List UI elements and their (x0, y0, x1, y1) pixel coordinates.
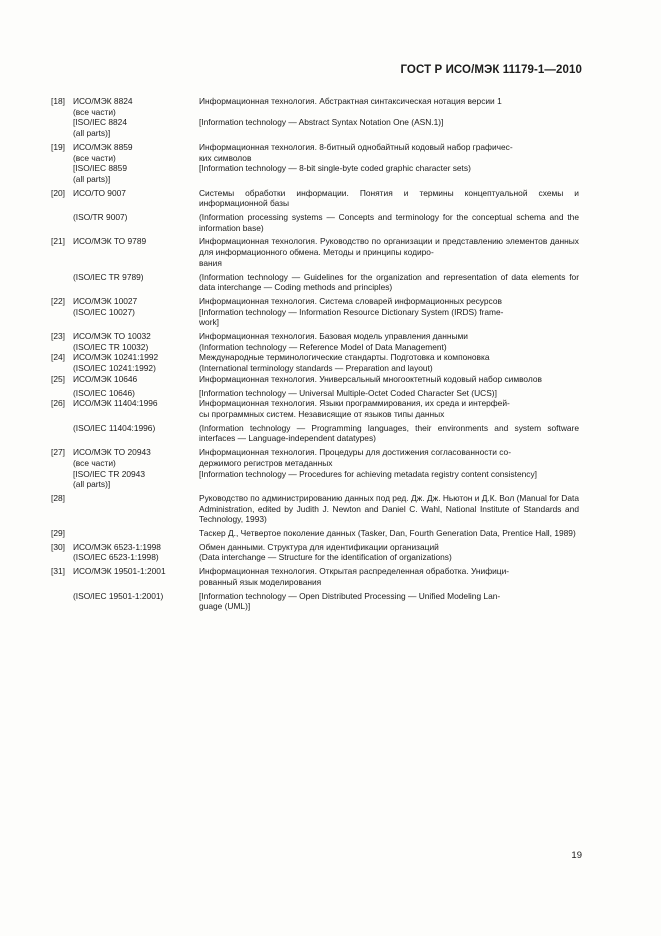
entry-number (51, 469, 73, 490)
bibliography-entry (51, 188, 579, 209)
bibliography-entry (51, 591, 579, 612)
entry-number (51, 591, 73, 612)
standard-code: ИСО/МЭК 10241:1992 (73, 352, 159, 363)
standard-title: Информационная технология. Руководство по организации и представлению элементов данных для информационного обмена. Методы и принципы кодиро- вания (199, 236, 579, 268)
bibliography-entry (51, 388, 579, 399)
entry-number (51, 388, 73, 399)
standard-title: (Information technology — Reference Model of Data Management) (199, 341, 447, 352)
bibliography-entry (51, 163, 579, 184)
standard-code: ИСО/МЭК 10646 (73, 373, 138, 384)
entry-number: [24] (51, 352, 65, 363)
entry-number (51, 307, 73, 328)
standard-title: [Information technology — Abstract Syntax Notation One (ASN.1)] (199, 117, 444, 128)
standard-code: [ISO/IEC 8824 (all parts)] (73, 117, 127, 139)
standard-title: Информационная технология. Базовая модель управления данными (199, 331, 468, 342)
standard-code: ИСО/МЭК ТО 10032 (73, 331, 151, 342)
bibliography-list (51, 96, 579, 612)
bibliography-entry (51, 423, 579, 444)
entry-number: [25] (51, 373, 65, 384)
standard-code: ИСО/МЭК ТО 20943 (все части) (73, 447, 151, 468)
bibliography-entry (51, 374, 579, 385)
entry-number (51, 363, 73, 374)
page-number: 19 (571, 850, 582, 861)
standard-title: (Information technology — Programming languages, their environments and system software interfaces — Language-independent datatypes) (199, 422, 579, 444)
standard-code: (ISO/IEC 10027) (73, 306, 135, 317)
standard-title: (Information processing systems — Concepts and terminology for the conceptual schema and the information base) (199, 212, 579, 233)
bibliography-entry (51, 542, 579, 553)
bibliography-entry (51, 528, 579, 539)
standard-title: Информационная технология. Языки программирования, их среда и интерфей- сы программных систем. Независящие от языков типы данных (199, 398, 510, 419)
standard-code: [ISO/IEC 8859 (all parts)] (73, 163, 127, 184)
bibliography-entry (51, 331, 579, 342)
standard-code: ИСО/МЭК 8859 (все части) (73, 141, 133, 163)
standard-title: Обмен данными. Структура для идентификации организаций (199, 541, 439, 552)
bibliography-entry (51, 142, 579, 163)
standard-code: ИСО/МЭК 19501-1:2001 (73, 566, 166, 577)
bibliography-entry (51, 307, 579, 328)
standard-code (73, 528, 199, 539)
bibliography-entry (51, 96, 579, 117)
entry-number: [22] (51, 295, 65, 306)
standard-code: (ISO/IEC TR 10032) (73, 341, 149, 352)
standard-title: Информационная технология. Открытая распределенная обработка. Унифици- рованный язык моделирования (199, 566, 510, 587)
entry-number (51, 117, 73, 138)
entry-number: [26] (51, 398, 65, 409)
standard-code: ИСО/ТО 9007 (73, 187, 126, 198)
standard-title: Международные терминологические стандарты. Подготовка и компоновка (199, 352, 490, 363)
standard-title: Системы обработки информации. Понятия и термины концептуальной схемы и информационной базы (199, 187, 579, 209)
entry-number: [29] (51, 528, 65, 539)
standard-title: [Information technology — Universal Multiple-Octet Coded Character Set (UCS)] (199, 387, 497, 398)
bibliography-entry (51, 447, 579, 468)
bibliography-entry (51, 363, 579, 374)
entry-number: [23] (51, 331, 65, 342)
standard-title: [Information technology — 8-bit single-byte coded graphic character sets) (199, 163, 471, 174)
bibliography-entry (51, 398, 579, 419)
standard-code: ИСО/МЭК 10027 (73, 295, 138, 306)
standard-code: ИСО/МЭК ТО 9789 (73, 236, 147, 247)
bibliography-entry (51, 469, 579, 490)
standard-title: Информационная технология. Процедуры для достижения согласованности со- держимого регистров метаданных (199, 447, 512, 468)
standard-title: (International terminology standards — Preparation and layout) (199, 363, 433, 374)
standard-title: [Information technology — Information Resource Dictionary System (IRDS) frame- work] (199, 306, 504, 328)
entry-number (51, 272, 73, 293)
standard-title: (Information technology — Guidelines for the organization and representation of data elements for data interchange — Coding methods and principles) (199, 271, 579, 293)
entry-number: [31] (51, 566, 65, 577)
standard-code: (ISO/IEC 6523-1:1998) (73, 552, 159, 563)
entry-number (51, 423, 73, 444)
standard-title: Информационная технология. Система словарей информационных ресурсов (199, 295, 502, 306)
bibliography-entry (51, 552, 579, 563)
standard-code: ИСО/МЭК 8824 (все части) (73, 96, 133, 117)
standard-code: (ISO/IEC 10646) (73, 387, 135, 398)
standard-title: [Information technology — Open Distributed Processing — Unified Modeling Lan- guage (UML)] (199, 590, 501, 612)
entry-number: [27] (51, 447, 65, 458)
standard-title: Руководство по администрированию данных под ред. Дж. Дж. Ньютон и Д.К. Вол (Manual for Data Administration, edited by Judith J. Newton and Daniel C. Wahl, National Institute of Standards and Technology, 1993) (199, 492, 579, 525)
entry-number: [30] (51, 541, 65, 552)
standard-code: ИСО/МЭК 6523-1:1998 (73, 541, 161, 552)
page-header: ГОСТ Р ИСО/МЭК 11179-1—2010 (400, 64, 582, 76)
standard-title: Информационная технология. Универсальный многооктетный кодовый набор символов (199, 373, 542, 384)
bibliography-entry (51, 342, 579, 353)
entry-number (51, 163, 73, 184)
entry-number (51, 552, 73, 563)
standard-code (73, 493, 199, 525)
standard-title: (Data interchange — Structure for the identification of organizations) (199, 552, 452, 563)
standard-code: ИСО/МЭК 11404:1996 (73, 398, 158, 409)
standard-title: Информационная технология. Абстрактная синтаксическая нотация версии 1 (199, 96, 502, 106)
bibliography-entry (51, 236, 579, 268)
standard-title: Таскер Д., Четвертое поколение данных (Tasker, Dan, Fourth Generation Data, Prentice Hall, 1989) (199, 528, 576, 539)
entry-number (51, 342, 73, 353)
standard-code: (ISO/IEC TR 9789) (73, 271, 144, 282)
bibliography-entry (51, 566, 579, 587)
entry-number (51, 212, 73, 233)
standard-title: [Information technology — Procedures for achieving metadata registry content consistency] (199, 468, 537, 479)
entry-number: [28] (51, 492, 65, 503)
bibliography-entry (51, 493, 579, 525)
standard-code: [ISO/IEC TR 20943 (all parts)] (73, 468, 145, 490)
standard-title: Информационная технология. 8-битный однобайтный кодовый набор графичес- ких символов (199, 141, 513, 163)
standard-code: (ISO/IEC 10241:1992) (73, 363, 156, 374)
standard-code: (ISO/IEC 11404:1996) (73, 422, 156, 433)
standard-code: (ISO/IEC 19501-1:2001) (73, 590, 164, 601)
bibliography-entry (51, 296, 579, 307)
entry-number: [21] (51, 236, 65, 247)
bibliography-entry (51, 212, 579, 233)
standard-code: (ISO/TR 9007) (73, 212, 128, 223)
entry-number: [20] (51, 187, 65, 198)
bibliography-entry (51, 272, 579, 293)
entry-number: [18] (51, 96, 65, 106)
entry-number: [19] (51, 141, 65, 152)
bibliography-entry (51, 352, 579, 363)
bibliography-entry (51, 117, 579, 138)
